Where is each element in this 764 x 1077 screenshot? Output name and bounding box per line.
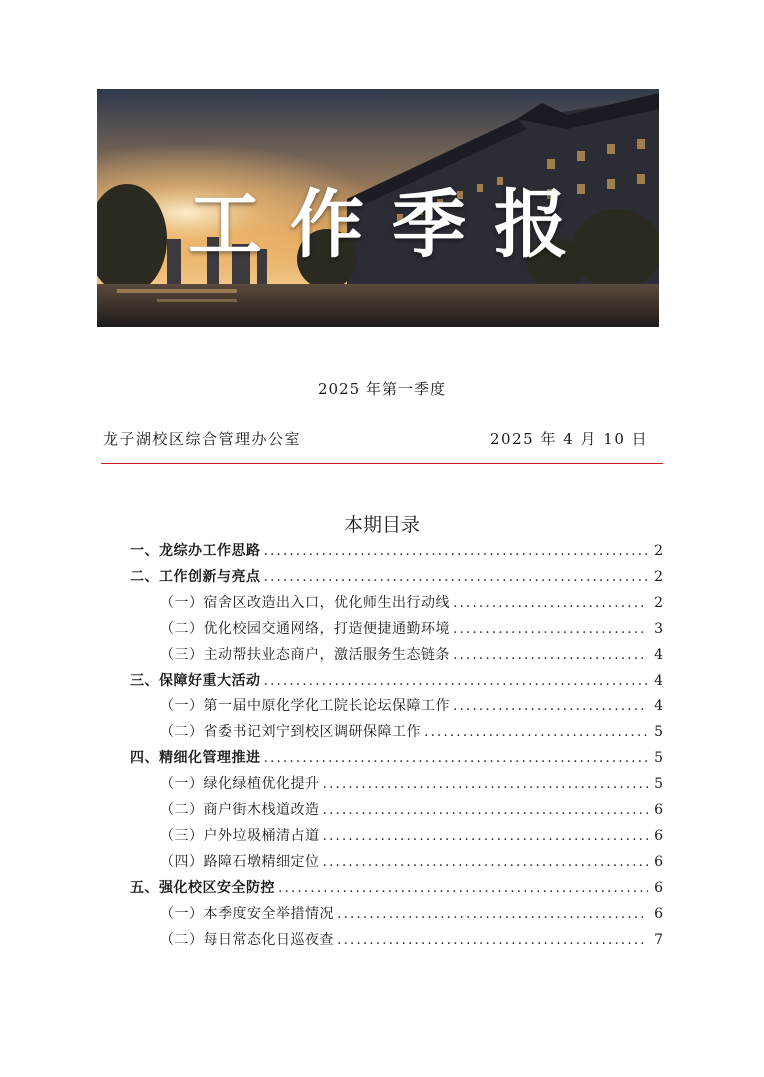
toc-entry-text: （二）商户街木栈道改造 — [160, 802, 320, 818]
toc-dot-leader — [337, 902, 648, 927]
banner-title-char: 报 — [494, 182, 568, 268]
toc-subsection-entry[interactable] — [160, 617, 663, 642]
toc-entry-text: （四）路障石墩精细定位 — [160, 853, 320, 870]
toc-page-number: 6 — [654, 879, 663, 896]
toc-subsection-entry[interactable] — [160, 694, 663, 719]
banner-title-char: 工 — [188, 182, 262, 268]
toc-dot-leader — [323, 850, 649, 875]
toc-subsection-entry[interactable] — [160, 850, 663, 875]
toc-entry-text: （一）本季度安全举措情况 — [160, 905, 334, 922]
toc-entry-text: 二、工作创新与亮点 — [130, 568, 261, 585]
toc-page-number: 5 — [654, 776, 663, 793]
toc-dot-leader — [453, 694, 648, 719]
toc-entry-text: 四、精细化管理推进 — [130, 750, 261, 767]
toc-subsection-entry[interactable] — [160, 902, 663, 927]
toc-dot-leader — [453, 591, 648, 616]
toc-entry-text: （三）主动帮扶业态商户，激活服务生态链条 — [160, 646, 450, 663]
toc-subsection-entry[interactable] — [160, 824, 663, 849]
toc-entry-text: （二）每日常态化日巡夜查 — [160, 931, 334, 948]
banner-title-char: 作 — [290, 182, 364, 268]
toc-entry-text: （一）第一届中原化学化工院长论坛保障工作 — [160, 698, 450, 715]
toc-subsection-entry[interactable] — [160, 798, 663, 823]
toc-page-number: 2 — [654, 568, 663, 585]
issuing-office: 龙子湖校区综合管理办公室 — [103, 430, 302, 448]
toc-subsection-entry[interactable] — [160, 720, 663, 745]
toc-dot-leader — [264, 565, 649, 590]
toc-entry-text: 一、龙综办工作思路 — [130, 543, 261, 559]
toc-section-entry[interactable] — [130, 539, 663, 564]
toc-section-entry[interactable] — [130, 746, 663, 771]
toc-dot-leader — [323, 798, 649, 823]
toc-subsection-entry[interactable] — [160, 643, 663, 668]
toc-page-number: 2 — [654, 594, 663, 611]
toc-page-number: 6 — [654, 802, 663, 818]
toc-subsection-entry[interactable] — [160, 928, 663, 953]
toc-entry-text: （二）省委书记刘宁到校区调研保障工作 — [160, 724, 421, 741]
toc-section-entry[interactable] — [130, 669, 663, 694]
toc-dot-leader — [264, 746, 649, 771]
toc-title: 本期目录 — [343, 514, 420, 536]
toc-entry-text: 五、强化校区安全防控 — [130, 879, 275, 896]
toc-section-entry[interactable] — [130, 565, 663, 590]
toc-dot-leader — [337, 928, 648, 953]
toc-page-number: 5 — [654, 750, 663, 767]
header-divider — [101, 463, 663, 464]
toc-page-number: 6 — [654, 853, 663, 870]
toc-subsection-entry[interactable] — [160, 591, 663, 616]
toc-dot-leader — [424, 720, 648, 745]
toc-dot-leader — [323, 772, 649, 797]
toc-entry-text: （三）户外垃圾桶清占道 — [160, 827, 320, 844]
toc-page-number: 3 — [654, 620, 663, 637]
toc-entry-text: （二）优化校园交通网络，打造便捷通勤环境 — [160, 620, 450, 637]
toc-entry-text: 三、保障好重大活动 — [130, 672, 261, 689]
toc-page-number: 4 — [654, 646, 663, 663]
toc-subsection-entry[interactable] — [160, 772, 663, 797]
toc-dot-leader — [453, 643, 648, 668]
cover-banner-image — [97, 89, 659, 327]
banner-title-char: 季 — [392, 182, 466, 268]
toc-dot-leader — [264, 669, 649, 694]
toc-page-number: 6 — [654, 827, 663, 844]
toc-page-number: 4 — [654, 698, 663, 715]
issue-date: 2025 年 4 月 10 日 — [490, 430, 649, 448]
toc-dot-leader — [278, 876, 648, 901]
toc-dot-leader — [323, 824, 649, 849]
toc-dot-leader — [453, 617, 648, 642]
banner-title — [97, 89, 659, 327]
toc-page-number: 2 — [654, 543, 663, 559]
toc-entry-text: （一）宿舍区改造出入口，优化师生出行动线 — [160, 594, 450, 611]
toc-section-entry[interactable] — [130, 876, 663, 901]
issue-quarter: 2025 年第一季度 — [318, 380, 446, 398]
toc-page-number: 6 — [654, 905, 663, 922]
toc-page-number: 7 — [654, 931, 663, 948]
toc-entry-text: （一）绿化绿植优化提升 — [160, 776, 320, 793]
toc-dot-leader — [264, 539, 649, 564]
toc-page-number: 4 — [654, 672, 663, 689]
toc-page-number: 5 — [654, 724, 663, 741]
